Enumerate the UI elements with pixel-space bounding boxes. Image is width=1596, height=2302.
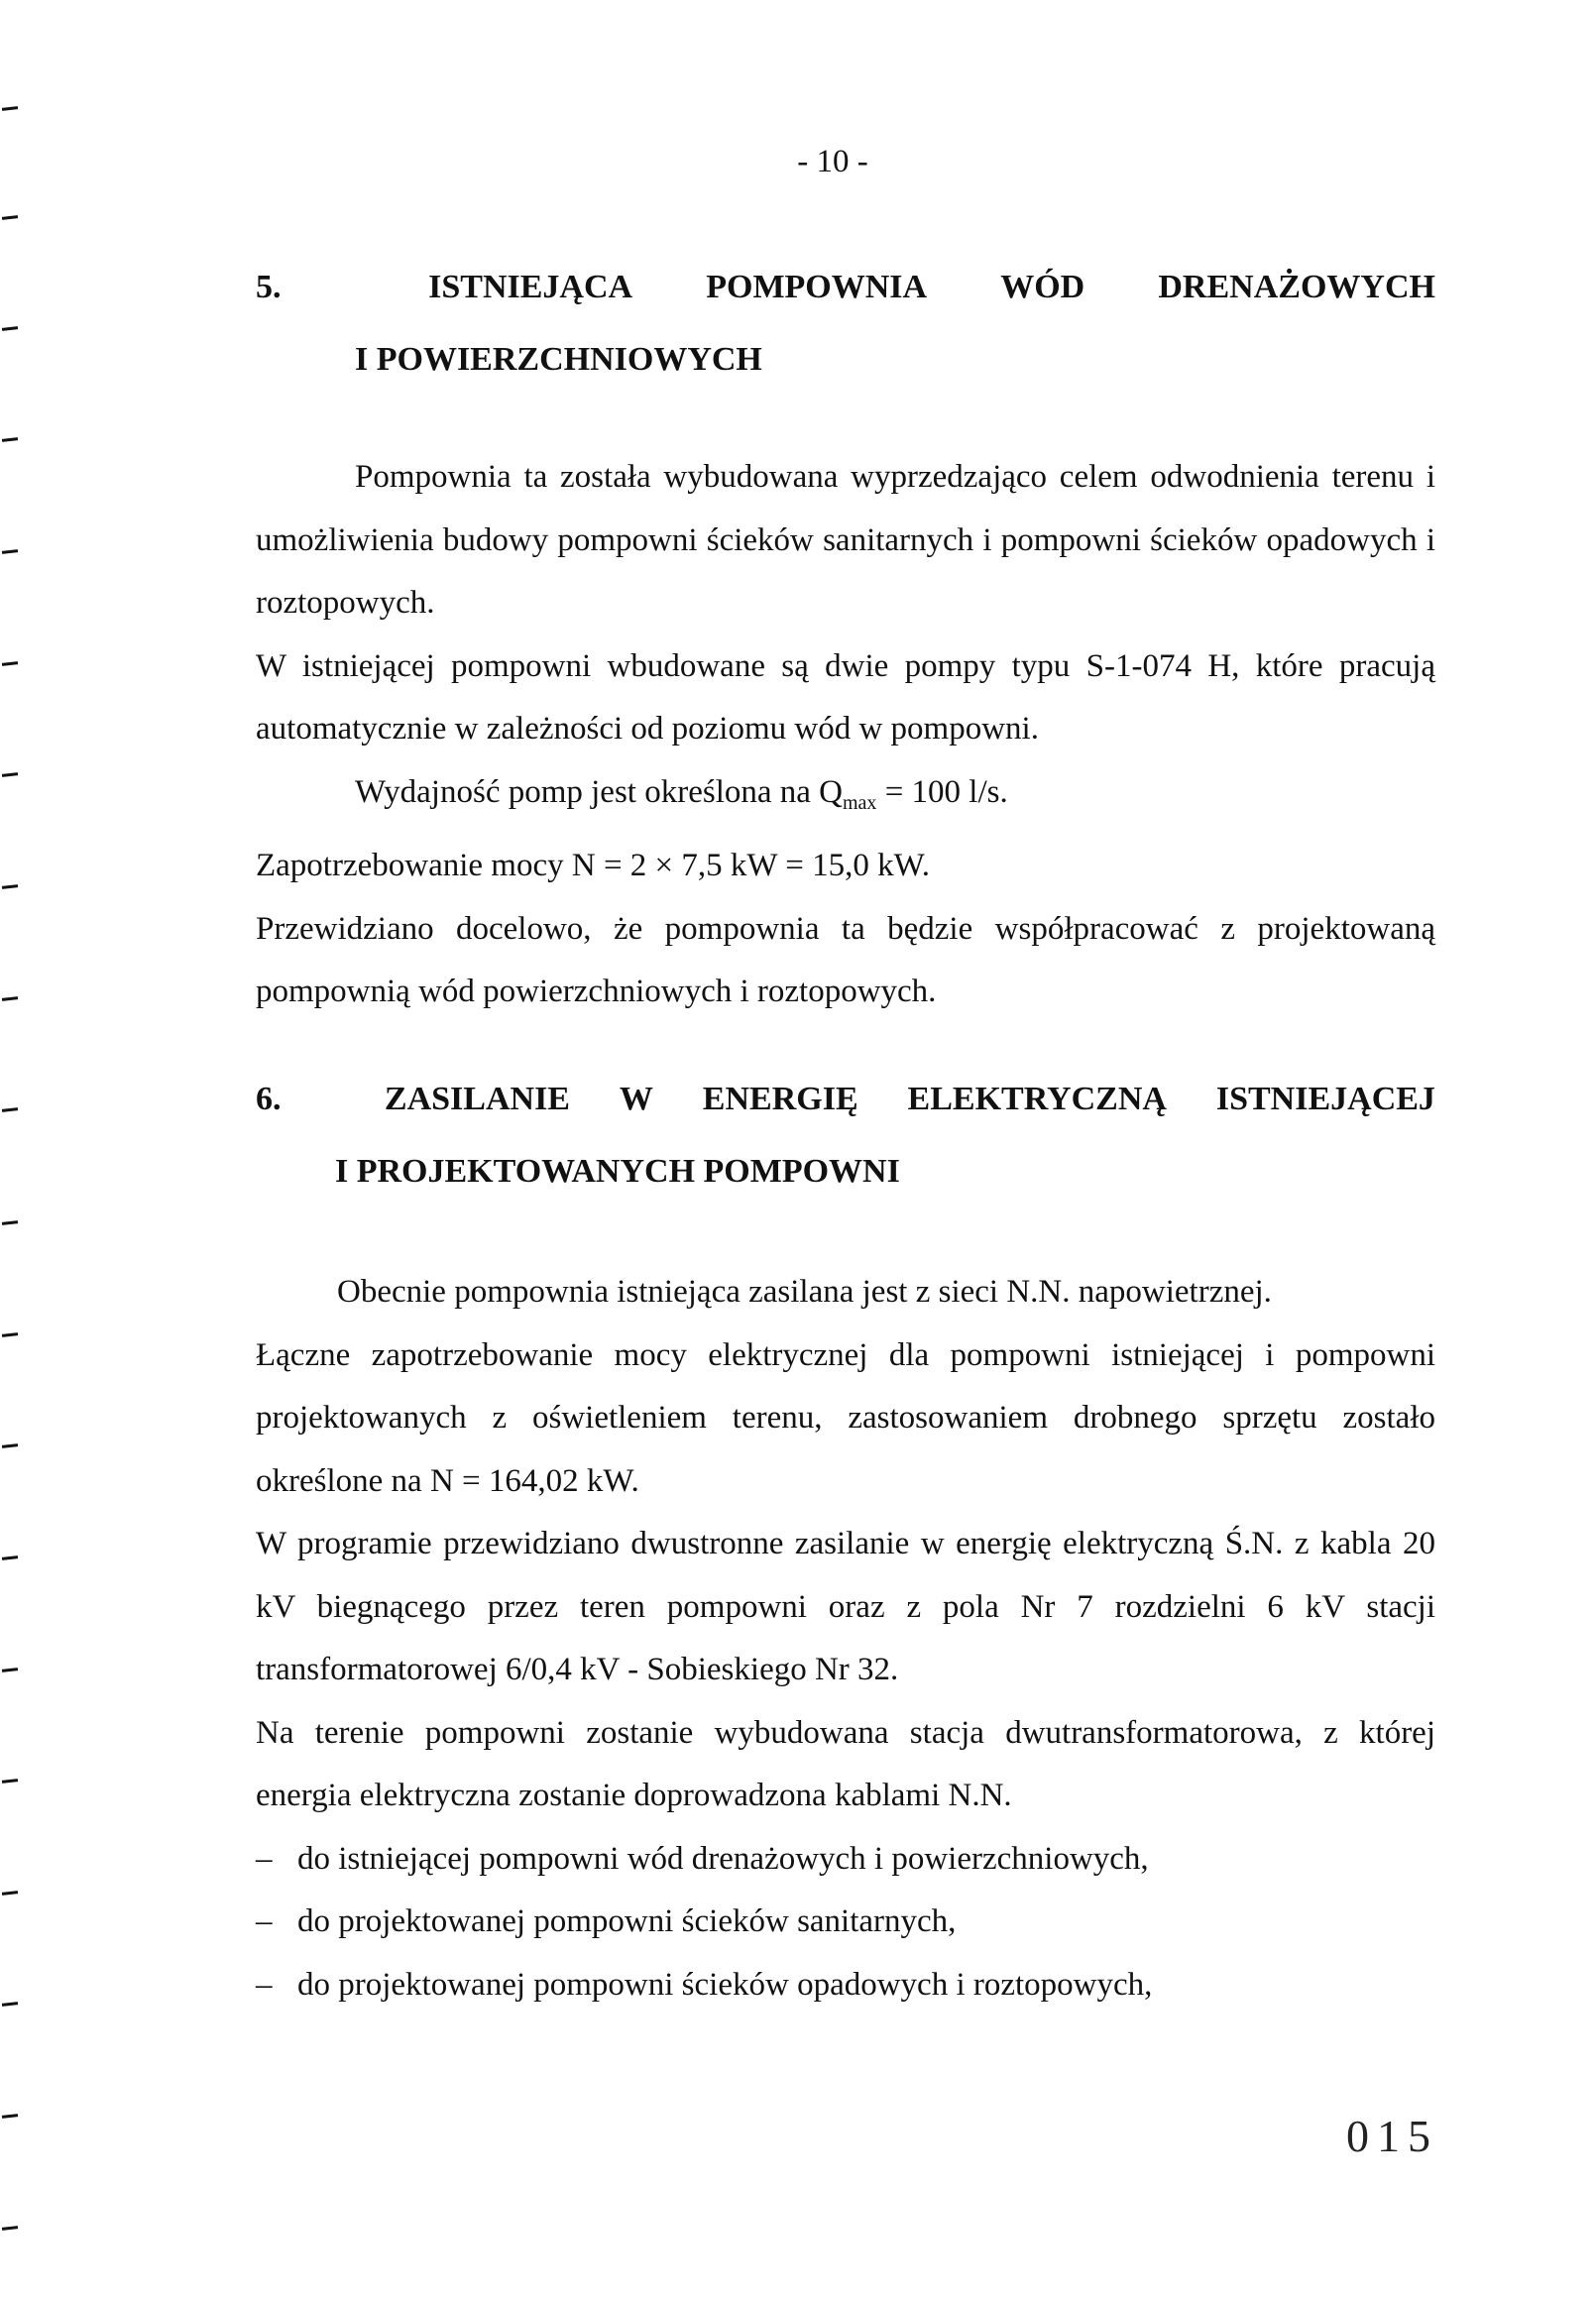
list-dash: – xyxy=(256,1903,273,1939)
paragraph: Zapotrzebowanie mocy N = 2 × 7,5 kW = 15,0 kW. xyxy=(256,848,930,883)
list-item xyxy=(256,1954,1435,2017)
paragraph: Przewidziano docelowo, że pompownia ta będzie współpracować z projektowaną pompownią wód powierzchniowych i roztopowych. xyxy=(256,910,1435,1009)
section-number: 6. xyxy=(256,1081,282,1117)
list-item xyxy=(256,1828,1435,1892)
page-stamp-number: 015 xyxy=(1346,2111,1438,2161)
text: Wydajność pomp jest określona na Q xyxy=(355,773,843,810)
list-item-text: do istniejącej pompowni wód drenażowych i powierzchniowych, xyxy=(297,1840,1149,1877)
heading-word: ENERGIĘ xyxy=(702,1081,858,1117)
page-number: - 10 - xyxy=(797,144,868,179)
heading-word: ISTNIEJĄCEJ xyxy=(1215,1081,1435,1117)
paragraph: Obecnie pompownia istniejąca zasilana jest z sieci N.N. napowietrznej. xyxy=(337,1274,1272,1310)
list-dash: – xyxy=(256,1840,273,1877)
text: = 100 l/s. xyxy=(876,773,1008,810)
binding-marks xyxy=(0,0,40,2302)
paragraph xyxy=(256,761,1435,836)
section-5-heading xyxy=(256,268,1435,380)
subscript: max xyxy=(843,791,877,814)
heading-word: ELEKTRYCZNĄ xyxy=(907,1081,1167,1117)
list-item-text: do projektowanej pompowni ścieków opadowych i roztopowych, xyxy=(297,1966,1153,2003)
list-item-text: do projektowanej pompowni ścieków sanitarnych, xyxy=(297,1903,957,1939)
section-6-body xyxy=(256,1261,1435,2016)
section-5-body xyxy=(256,446,1435,1024)
heading-word: W xyxy=(619,1081,653,1117)
heading-word: POMPOWNIA xyxy=(706,269,928,305)
heading-line-2: I POWIERZCHNIOWYCH xyxy=(355,341,762,378)
list-item xyxy=(256,1891,1435,1954)
paragraph: Na terenie pompowni zostanie wybudowana stacja dwutransformatorowa, z której energia elektryczna zostanie doprowadzona kablami N.N. xyxy=(256,1714,1435,1813)
heading-line-2: I PROJEKTOWANYCH POMPOWNI xyxy=(335,1153,900,1190)
paragraph: W programie przewidziano dwustronne zasilanie w energię elektryczną Ś.N. z kabla 20 kV biegnącego przez teren pompowni oraz z pola Nr 7 rozdzielni 6 kV stacji transformatorowej 6/0,4 kV - Sobieskiego Nr 32. xyxy=(256,1526,1435,1687)
heading-word: ZASILANIE xyxy=(384,1081,570,1117)
paragraph: W istniejącej pompowni wbudowane są dwie pompy typu S-1-074 H, które pracują automatycznie w zależności od poziomu wód w pompowni. xyxy=(256,647,1435,747)
heading-word: WÓD xyxy=(1000,269,1085,305)
paragraph: Pompownia ta została wybudowana wyprzedzająco celem odwodnienia terenu i umożliwienia budowy pompowni ścieków sanitarnych i pompowni ścieków opadowych i roztopowych. xyxy=(256,459,1435,621)
heading-word: DRENAŻOWYCH xyxy=(1158,269,1435,305)
list-dash: – xyxy=(256,1966,273,2003)
paragraph: Łączne zapotrzebowanie mocy elektrycznej dla pompowni istniejącej i pompowni projektowanych z oświetleniem terenu, zastosowaniem drobnego sprzętu zostało określone na N = 164,02 kW. xyxy=(256,1336,1435,1499)
heading-word: ISTNIEJĄCA xyxy=(428,269,633,305)
section-6-heading xyxy=(256,1080,1435,1192)
section-number: 5. xyxy=(256,269,282,305)
